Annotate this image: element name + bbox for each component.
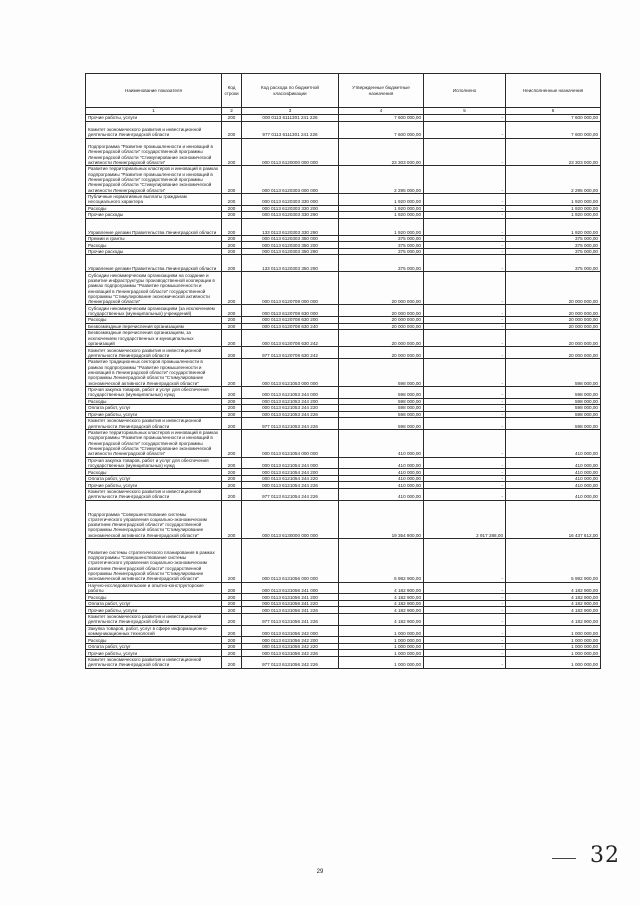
expense-code-cell: 000 0113 6120708 630 200 (242, 317, 339, 324)
indicator-name-cell: Прочая закупка товаров, работ и услуг для обеспечения государственных (муниципальных) нужд (86, 386, 222, 398)
executed-amount-cell: - (424, 386, 506, 398)
table-row (86, 359, 601, 387)
line-code-cell: 200 (222, 242, 242, 249)
indicator-name-cell: Развитие территориальных кластеров и инноваций в рамках подпрограммы "Развитие промышленности и инноваций в Ленинградской области" государственной программы Ленинградской области "Стимулирование экономической активности Ленинградской области" (86, 166, 222, 194)
approved-amount-cell: 375 000,00 (339, 255, 424, 272)
table-row (86, 582, 601, 594)
approved-amount-cell: 410 000,00 (339, 469, 424, 476)
line-code-cell: 200 (222, 429, 242, 457)
approved-amount-cell: 1 000 000,00 (339, 650, 424, 657)
executed-amount-cell: - (424, 643, 506, 650)
approved-amount-cell: 375 000,00 (339, 235, 424, 242)
line-code-cell: 200 (222, 488, 242, 500)
expense-code-cell: 000 0113 6121053 244 000 (242, 386, 339, 398)
approved-amount-cell: 19 354 900,00 (339, 500, 424, 538)
line-code-cell: 200 (222, 317, 242, 324)
approved-amount-cell: 7 600 000,00 (339, 121, 424, 138)
unexecuted-amount-cell: 375 000,00 (506, 242, 601, 249)
executed-amount-cell: - (424, 418, 506, 430)
budget-execution-table (85, 73, 601, 669)
indicator-name-cell: Расходы (86, 469, 222, 476)
indicator-name-cell: Комитет экономического развития и инвестиционной деятельности Ленинградской области (86, 347, 222, 359)
indicator-name-cell: Расходы (86, 398, 222, 405)
indicator-name-cell: Субсидии некоммерческим организациям (за исключением государственных (муниципальных) учреждений) (86, 305, 222, 317)
expense-code-cell: 000 0113 6121054 244 220 (242, 475, 339, 482)
line-code-cell: 200 (222, 235, 242, 242)
line-code-cell: 200 (222, 330, 242, 347)
approved-amount-cell: 20 000 000,00 (339, 317, 424, 324)
approved-amount-cell: 4 182 900,00 (339, 594, 424, 601)
unexecuted-amount-cell: 410 000,00 (506, 469, 601, 476)
executed-amount-cell: - (424, 248, 506, 255)
line-code-cell: 200 (222, 600, 242, 607)
unexecuted-amount-cell: 1 000 000,00 (506, 650, 601, 657)
indicator-name-cell: Развитие традиционных секторов промышленности в рамках подпрограммы "Развитие промышленности и инноваций в Ленинградской области" государственной программы Ленинградской области "Стимулирование экономической активности Ленинградской области" (86, 359, 222, 387)
executed-amount-cell: - (424, 411, 506, 418)
expense-code-cell: 000 0113 6121054 244 000 (242, 457, 339, 469)
expense-code-cell: 000 0113 6121053 000 000 (242, 359, 339, 387)
line-code-cell: 200 (222, 457, 242, 469)
executed-amount-cell: - (424, 656, 506, 668)
line-code-cell: 200 (222, 347, 242, 359)
indicator-name-cell: Управление делами Правительства Ленинградской области (86, 255, 222, 272)
approved-amount-cell: 1 000 000,00 (339, 625, 424, 637)
line-code-cell: 200 (222, 272, 242, 305)
indicator-name-cell: Развитие системы стратегического планирования в рамках подпрограммы "Совершенствование системы стратегического управления социально-экономическим развитием Ленинградской области" государственной программы Ленинградской области "Стимулирование экономической активности Ленинградской области" (86, 539, 222, 583)
expense-code-cell: 000 0113 6120708 630 242 (242, 330, 339, 347)
approved-amount-cell: 1 000 000,00 (339, 637, 424, 644)
table-row (86, 347, 601, 359)
table-header-row (86, 74, 601, 108)
approved-amount-cell: 410 000,00 (339, 488, 424, 500)
expense-code-cell: 977 0113 6111301 241 226 (242, 121, 339, 138)
indicator-name-cell: Расходы (86, 205, 222, 212)
expense-code-cell: 000 0113 6120303 330 200 (242, 205, 339, 212)
unexecuted-amount-cell: 1 920 000,00 (506, 205, 601, 212)
expense-code-cell: 000 0113 6121054 244 200 (242, 469, 339, 476)
indicator-name-cell: Расходы (86, 637, 222, 644)
executed-amount-cell: - (424, 205, 506, 212)
line-code-cell: 200 (222, 607, 242, 614)
indicator-name-cell: Оплата работ, услуг (86, 643, 222, 650)
line-code-cell: 200 (222, 138, 242, 166)
executed-amount-cell: - (424, 600, 506, 607)
table-row (86, 488, 601, 500)
unexecuted-amount-cell: 4 182 900,00 (506, 582, 601, 594)
indicator-name-cell: Субсидии некоммерческим организациям на создание и развитие инфраструктуры производственной кооперации в рамках подпрограммы "Развитие промышленности и инноваций в Ленинградской области" государственной программы "Стимулирование экономической активности Ленинградской области" (86, 272, 222, 305)
line-code-cell: 200 (222, 594, 242, 601)
executed-amount-cell: - (424, 218, 506, 235)
executed-amount-cell: - (424, 488, 506, 500)
executed-amount-cell: - (424, 625, 506, 637)
unexecuted-amount-cell: 4 182 900,00 (506, 600, 601, 607)
table-row (86, 138, 601, 166)
column-number: 1 (86, 108, 222, 115)
expense-code-cell: 977 0113 6121053 244 226 (242, 418, 339, 430)
executed-amount-cell: - (424, 539, 506, 583)
indicator-name-cell: Безвозмездные перечисления организациям (86, 323, 222, 330)
approved-amount-cell: 598 000,00 (339, 405, 424, 412)
expense-code-cell: 000 0113 6121053 244 220 (242, 405, 339, 412)
table-row (86, 625, 601, 637)
line-code-cell: 200 (222, 418, 242, 430)
expense-code-cell: 133 0113 6120303 350 290 (242, 255, 339, 272)
indicator-name-cell: Прочие работы, услуги (86, 115, 222, 122)
executed-amount-cell: - (424, 650, 506, 657)
approved-amount-cell: 410 000,00 (339, 475, 424, 482)
approved-amount-cell: 20 000 000,00 (339, 305, 424, 317)
approved-amount-cell: 598 000,00 (339, 386, 424, 398)
indicator-name-cell: Комитет экономического развития и инвестиционной деятельности Ленинградской области (86, 656, 222, 668)
indicator-name-cell: Премии и гранты (86, 235, 222, 242)
approved-amount-cell: 1 000 000,00 (339, 656, 424, 668)
expense-code-cell: 000 0113 6120303 000 000 (242, 166, 339, 194)
approved-amount-cell: 20 000 000,00 (339, 272, 424, 305)
executed-amount-cell: - (424, 607, 506, 614)
approved-amount-cell: 4 182 900,00 (339, 607, 424, 614)
expense-code-cell: 000 0113 6121054 244 226 (242, 482, 339, 489)
unexecuted-amount-cell: 1 920 000,00 (506, 193, 601, 205)
approved-amount-cell: 23 303 000,00 (339, 138, 424, 166)
executed-amount-cell: - (424, 347, 506, 359)
expense-code-cell: 000 0113 6120708 630 240 (242, 323, 339, 330)
expense-code-cell: 000 0113 6121054 000 000 (242, 429, 339, 457)
approved-amount-cell: 375 000,00 (339, 242, 424, 249)
expense-code-cell: 000 0113 6121053 244 200 (242, 398, 339, 405)
indicator-name-cell: Прочие расходы (86, 248, 222, 255)
executed-amount-cell: - (424, 255, 506, 272)
line-code-cell: 200 (222, 359, 242, 387)
table-row (86, 500, 601, 538)
approved-amount-cell: 1 920 000,00 (339, 218, 424, 235)
executed-amount-cell: - (424, 138, 506, 166)
unexecuted-amount-cell: 1 920 000,00 (506, 218, 601, 235)
unexecuted-amount-cell: 20 000 000,00 (506, 272, 601, 305)
expense-code-cell: 000 0113 6120303 350 200 (242, 242, 339, 249)
executed-amount-cell: - (424, 166, 506, 194)
unexecuted-amount-cell: 20 000 000,00 (506, 305, 601, 317)
executed-amount-cell: - (424, 482, 506, 489)
unexecuted-amount-cell: 4 182 900,00 (506, 613, 601, 625)
unexecuted-amount-cell: 375 000,00 (506, 235, 601, 242)
line-code-cell: 200 (222, 637, 242, 644)
executed-amount-cell: - (424, 457, 506, 469)
table-row (86, 386, 601, 398)
indicator-name-cell: Прочие работы, услуги (86, 411, 222, 418)
unexecuted-amount-cell: 7 600 000,00 (506, 121, 601, 138)
executed-amount-cell: - (424, 305, 506, 317)
unexecuted-amount-cell: 20 000 000,00 (506, 317, 601, 324)
unexecuted-amount-cell: 598 000,00 (506, 411, 601, 418)
line-code-cell: 200 (222, 193, 242, 205)
expense-code-cell: 000 0113 6131056 241 200 (242, 594, 339, 601)
executed-amount-cell: - (424, 193, 506, 205)
executed-amount-cell: - (424, 594, 506, 601)
expense-code-cell: 977 0113 6131056 242 226 (242, 656, 339, 668)
approved-amount-cell: 598 000,00 (339, 398, 424, 405)
executed-amount-cell: - (424, 121, 506, 138)
expense-code-cell: 133 0113 6120303 330 290 (242, 218, 339, 235)
line-code-cell: 200 (222, 386, 242, 398)
table-row (86, 418, 601, 430)
executed-amount-cell: - (424, 212, 506, 219)
header-approved: Утвержденные бюджетные назначения (339, 74, 424, 108)
executed-amount-cell: - (424, 272, 506, 305)
indicator-name-cell: Закупка товаров, работ, услуг в сфере информационно-коммуникационных технологий (86, 625, 222, 637)
expense-code-cell: 000 0113 6120000 000 000 (242, 138, 339, 166)
line-code-cell: 200 (222, 656, 242, 668)
line-code-cell: 200 (222, 398, 242, 405)
table-row (86, 539, 601, 583)
expense-code-cell: 000 0113 6131056 242 000 (242, 625, 339, 637)
column-number-row (86, 108, 601, 115)
indicator-name-cell: Прочие работы, услуги (86, 607, 222, 614)
table-row (86, 255, 601, 272)
indicator-name-cell: Комитет экономического развития и инвестиционной деятельности Ленинградской области (86, 121, 222, 138)
approved-amount-cell: 4 182 900,00 (339, 582, 424, 594)
approved-amount-cell: 410 000,00 (339, 429, 424, 457)
line-code-cell: 200 (222, 482, 242, 489)
table-row (86, 218, 601, 235)
approved-amount-cell: 1 920 000,00 (339, 205, 424, 212)
column-number: 3 (242, 108, 339, 115)
executed-amount-cell: - (424, 637, 506, 644)
indicator-name-cell: Оплата работ, услуг (86, 475, 222, 482)
approved-amount-cell: 2 295 000,00 (339, 166, 424, 194)
line-code-cell: 200 (222, 323, 242, 330)
column-number: 2 (222, 108, 242, 115)
line-code-cell: 200 (222, 248, 242, 255)
table-row (86, 656, 601, 668)
approved-amount-cell: 4 182 900,00 (339, 600, 424, 607)
table-row (86, 613, 601, 625)
line-code-cell: 200 (222, 469, 242, 476)
indicator-name-cell: Комитет экономического развития и инвестиционной деятельности Ленинградской области (86, 613, 222, 625)
line-code-cell: 200 (222, 613, 242, 625)
executed-amount-cell: - (424, 323, 506, 330)
indicator-name-cell: Расходы (86, 594, 222, 601)
executed-amount-cell: - (424, 359, 506, 387)
line-code-cell: 200 (222, 218, 242, 235)
page-number: 29 (316, 869, 324, 875)
expense-code-cell: 000 0113 6131056 241 220 (242, 600, 339, 607)
header-unexecuted: Неисполненные назначения (506, 74, 601, 108)
indicator-name-cell: Комитет экономического развития и инвестиционной деятельности Ленинградской области (86, 418, 222, 430)
unexecuted-amount-cell: 598 000,00 (506, 405, 601, 412)
expense-code-cell: 000 0113 6131056 242 226 (242, 650, 339, 657)
indicator-name-cell: Комитет экономического развития и инвестиционной деятельности Ленинградской области (86, 488, 222, 500)
indicator-name-cell: Прочие работы, услуги (86, 482, 222, 489)
unexecuted-amount-cell: 375 000,00 (506, 248, 601, 255)
column-number: 6 (506, 108, 601, 115)
expense-code-cell: 000 0113 6120303 330 290 (242, 212, 339, 219)
approved-amount-cell: 1 000 000,00 (339, 643, 424, 650)
table-row (86, 121, 601, 138)
approved-amount-cell: 410 000,00 (339, 482, 424, 489)
approved-amount-cell: 20 000 000,00 (339, 330, 424, 347)
executed-amount-cell: - (424, 469, 506, 476)
approved-amount-cell: 7 600 000,00 (339, 115, 424, 122)
indicator-name-cell: Прочие работы, услуги (86, 650, 222, 657)
unexecuted-amount-cell: 598 000,00 (506, 359, 601, 387)
table-row (86, 429, 601, 457)
line-code-cell: 200 (222, 166, 242, 194)
table-row (86, 305, 601, 317)
line-code-cell: 200 (222, 115, 242, 122)
table-body (86, 115, 601, 669)
line-code-cell: 200 (222, 643, 242, 650)
unexecuted-amount-cell: 598 000,00 (506, 418, 601, 430)
indicator-name-cell: Подпрограмма "Совершенствование системы стратегического управления социально-экономическим развитием Ленинградской области" государственной программы Ленинградской области "Стимулирование экономической активности Ленинградской области" (86, 500, 222, 538)
indicator-name-cell: Прочие расходы (86, 212, 222, 219)
unexecuted-amount-cell: 20 000 000,00 (506, 330, 601, 347)
header-executed: Исполнено (424, 74, 506, 108)
unexecuted-amount-cell: 4 182 900,00 (506, 607, 601, 614)
approved-amount-cell: 410 000,00 (339, 457, 424, 469)
unexecuted-amount-cell: 16 437 612,00 (506, 500, 601, 538)
expense-code-cell: 000 0113 6131056 241 000 (242, 582, 339, 594)
executed-amount-cell: - (424, 429, 506, 457)
line-code-cell: 200 (222, 305, 242, 317)
unexecuted-amount-cell: 375 000,00 (506, 255, 601, 272)
table-row (86, 457, 601, 469)
executed-amount-cell: - (424, 405, 506, 412)
line-code-cell: 200 (222, 121, 242, 138)
approved-amount-cell: 20 000 000,00 (339, 323, 424, 330)
unexecuted-amount-cell: 1 000 000,00 (506, 656, 601, 668)
unexecuted-amount-cell: 410 000,00 (506, 457, 601, 469)
header-line-code: Код строки (222, 74, 242, 108)
expense-code-cell: 000 0113 6111301 241 226 (242, 115, 339, 122)
column-number: 4 (339, 108, 424, 115)
executed-amount-cell: 2 917 288,00 (424, 500, 506, 538)
expense-code-cell: 000 0113 6120708 630 000 (242, 305, 339, 317)
expense-code-cell: 000 0113 6120303 350 000 (242, 235, 339, 242)
unexecuted-amount-cell: 1 000 000,00 (506, 643, 601, 650)
executed-amount-cell: - (424, 330, 506, 347)
indicator-name-cell: Оплата работ, услуг (86, 600, 222, 607)
table-row (86, 330, 601, 347)
unexecuted-amount-cell: 1 920 000,00 (506, 212, 601, 219)
unexecuted-amount-cell: 20 000 000,00 (506, 323, 601, 330)
indicator-name-cell: Расходы (86, 242, 222, 249)
executed-amount-cell: - (424, 235, 506, 242)
approved-amount-cell: 4 182 900,00 (339, 613, 424, 625)
header-indicator-name: Наименование показателя (86, 74, 222, 108)
line-code-cell: 200 (222, 405, 242, 412)
executed-amount-cell: - (424, 613, 506, 625)
approved-amount-cell: 20 000 000,00 (339, 347, 424, 359)
indicator-name-cell: Расходы (86, 317, 222, 324)
expense-code-cell: 000 0113 6120303 330 000 (242, 193, 339, 205)
expense-code-cell: 000 0113 6121053 244 226 (242, 411, 339, 418)
line-code-cell: 200 (222, 625, 242, 637)
table-row (86, 272, 601, 305)
executed-amount-cell: - (424, 317, 506, 324)
unexecuted-amount-cell: 4 182 900,00 (506, 594, 601, 601)
executed-amount-cell: - (424, 242, 506, 249)
handwritten-sheet-number: 32 (590, 843, 620, 868)
approved-amount-cell: 1 920 000,00 (339, 193, 424, 205)
column-number: 5 (424, 108, 506, 115)
approved-amount-cell: 375 000,00 (339, 248, 424, 255)
line-code-cell: 200 (222, 205, 242, 212)
approved-amount-cell: 1 920 000,00 (339, 212, 424, 219)
approved-amount-cell: 598 000,00 (339, 411, 424, 418)
approved-amount-cell: 598 000,00 (339, 418, 424, 430)
line-code-cell: 200 (222, 475, 242, 482)
expense-code-cell: 000 0113 6131056 242 200 (242, 637, 339, 644)
indicator-name-cell: Управление делами Правительства Ленинградской области (86, 218, 222, 235)
approved-amount-cell: 5 982 900,00 (339, 539, 424, 583)
indicator-name-cell: Развитие территориальных кластеров и инноваций в рамках подпрограммы "Развитие промышленности и инноваций в Ленинградской области" государственной программы Ленинградской области "Стимулирование экономической активности Ленинградской области" (86, 429, 222, 457)
line-code-cell: 200 (222, 255, 242, 272)
unexecuted-amount-cell: 410 000,00 (506, 475, 601, 482)
table-row (86, 166, 601, 194)
expense-code-cell: 000 0113 6130000 000 000 (242, 500, 339, 538)
line-code-cell: 200 (222, 650, 242, 657)
line-code-cell: 200 (222, 411, 242, 418)
line-code-cell: 200 (222, 212, 242, 219)
indicator-name-cell: Публичные нормативные выплаты гражданам несоциального характера (86, 193, 222, 205)
expense-code-cell: 000 0113 6120303 350 290 (242, 248, 339, 255)
executed-amount-cell: - (424, 582, 506, 594)
unexecuted-amount-cell: 598 000,00 (506, 398, 601, 405)
line-code-cell: 200 (222, 500, 242, 538)
unexecuted-amount-cell: 7 600 000,00 (506, 115, 601, 122)
approved-amount-cell: 598 000,00 (339, 359, 424, 387)
expense-code-cell: 977 0113 6120708 630 242 (242, 347, 339, 359)
executed-amount-cell: - (424, 398, 506, 405)
indicator-name-cell: Оплата работ, услуг (86, 405, 222, 412)
expense-code-cell: 000 0113 6131056 000 000 (242, 539, 339, 583)
table-row (86, 193, 601, 205)
line-code-cell: 200 (222, 582, 242, 594)
unexecuted-amount-cell: 23 303 000,00 (506, 138, 601, 166)
indicator-name-cell: Подпрограмма "Развитие промышленности и инноваций в Ленинградской области" государственной программы Ленинградской области "Стимулирование экономической активности Ленинградской области" (86, 138, 222, 166)
expense-code-cell: 000 0113 6131056 242 220 (242, 643, 339, 650)
unexecuted-amount-cell: 598 000,00 (506, 386, 601, 398)
unexecuted-amount-cell: 410 000,00 (506, 482, 601, 489)
indicator-name-cell: Научно-исследовательские и опытно-конструкторские работы (86, 582, 222, 594)
unexecuted-amount-cell: 1 000 000,00 (506, 637, 601, 644)
unexecuted-amount-cell: 410 000,00 (506, 488, 601, 500)
expense-code-cell: 000 0113 6131056 241 226 (242, 607, 339, 614)
executed-amount-cell: - (424, 475, 506, 482)
expense-code-cell: 000 0113 6120708 000 000 (242, 272, 339, 305)
indicator-name-cell: Безвозмездные перечисления организациям, за исключением государственных и муниципальных организаций (86, 330, 222, 347)
executed-amount-cell: - (424, 115, 506, 122)
indicator-name-cell: Прочая закупка товаров, работ и услуг для обеспечения государственных (муниципальных) нужд (86, 457, 222, 469)
unexecuted-amount-cell: 410 000,00 (506, 429, 601, 457)
unexecuted-amount-cell: 2 295 000,00 (506, 166, 601, 194)
expense-code-cell: 977 0113 6121054 244 226 (242, 488, 339, 500)
unexecuted-amount-cell: 1 000 000,00 (506, 625, 601, 637)
unexecuted-amount-cell: 20 000 000,00 (506, 347, 601, 359)
line-code-cell: 200 (222, 539, 242, 583)
unexecuted-amount-cell: 5 982 900,00 (506, 539, 601, 583)
header-expense-code: Код расхода по бюджетной классификации (242, 74, 339, 108)
expense-code-cell: 977 0113 6131056 241 226 (242, 613, 339, 625)
handwritten-dash (552, 858, 576, 859)
